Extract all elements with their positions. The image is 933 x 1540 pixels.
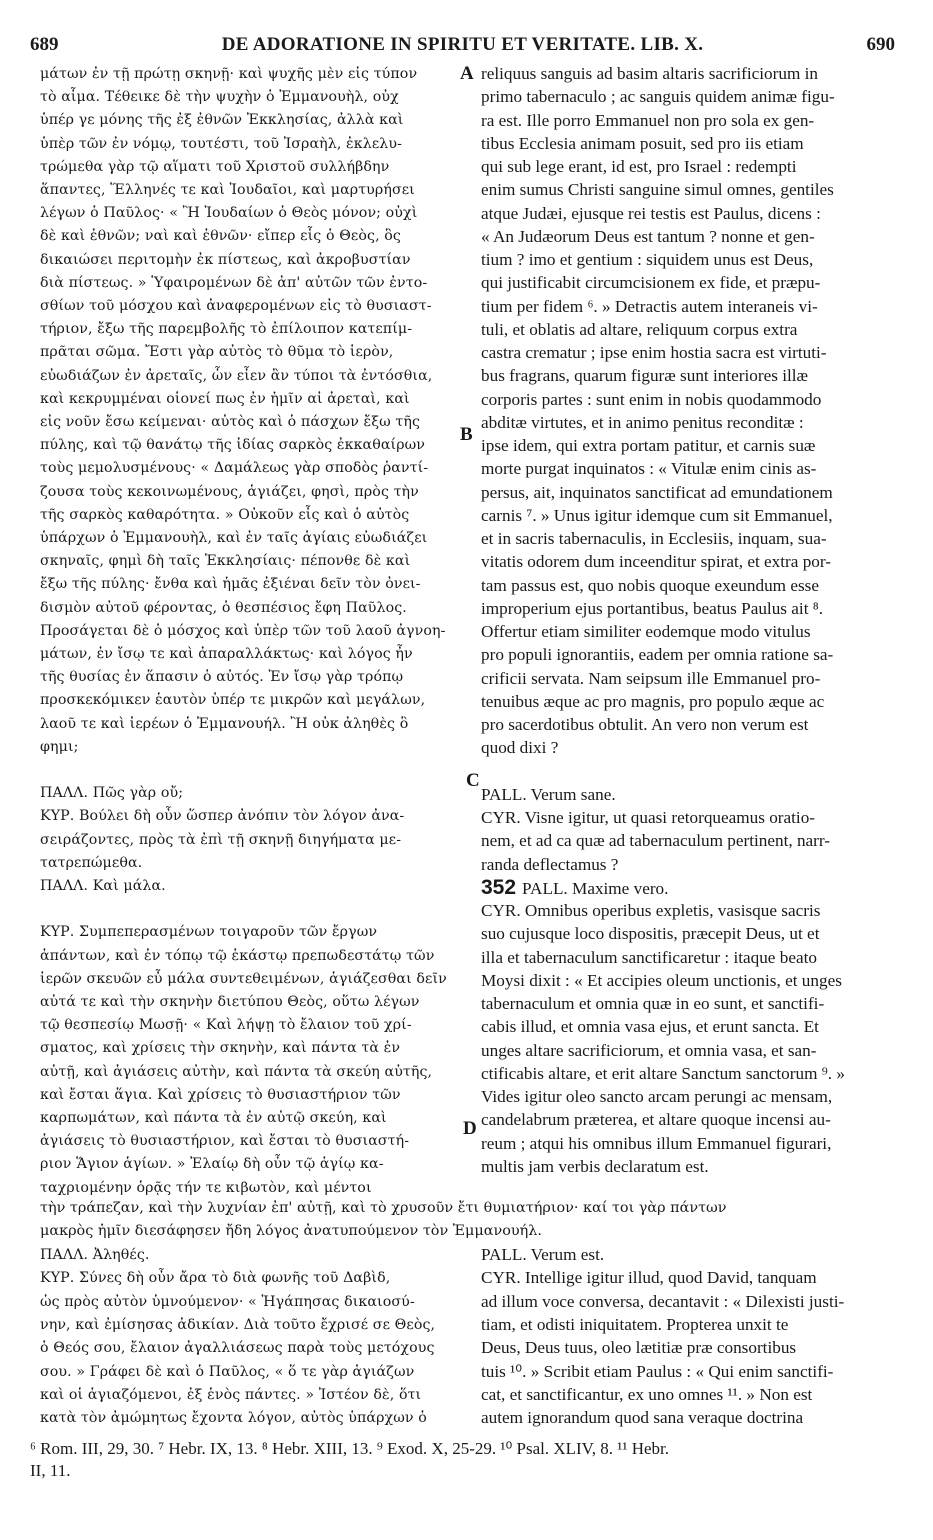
text-line — [481, 876, 668, 900]
text-line: δισμὸν αὐτοῦ φέροντας, ὁ θεσπέσιος ἔφη Παῦλος. — [40, 599, 407, 616]
text-line: tium per fidem ⁶. » Detractis autem interaneis vi- — [481, 296, 818, 316]
text-line: τήριον, ἔξω τῆς παρεμβολῆς τὸ ἐπίλοιπον κατεπίμ- — [40, 321, 413, 338]
text-line: qui sub lege erant, id est, pro Israel : redempti — [481, 157, 797, 176]
text-line: εἰς νοῦν ἔσω κείμεναι· αὐτὸς καὶ ὁ πάσχων ἔξω τῆς — [40, 414, 421, 430]
text-line: ριον Ἅγιον ἁγίων. » Ἐλαίῳ δὴ οὖν τῷ ἁγίῳ κα- — [40, 1156, 384, 1173]
text-line: καὶ κεκρυμμέναι οἱονεί πως ἐν ἡμῖν αἱ ἀρεταὶ, καὶ — [40, 390, 410, 407]
text-line: quod dixi ? — [481, 738, 559, 758]
text-line: δικαιώσει περιτομὴν ἐκ πίστεως, καὶ ἀκροβυστίαν — [40, 251, 411, 268]
text-line: et in sacris tabernaculis, in Ecclesiis, inquam, sua- — [481, 529, 827, 548]
text-line: bus fragrans, quarum figuræ sunt interiores illæ — [481, 366, 808, 386]
text-line: ΠΑΛΛ. Καὶ μάλα. — [40, 878, 166, 894]
text-line: εὐωδιάζων ἐν ἀρεταῖς, ὧν εἶεν ἂν τύποι τὰ ἐντόσθια, — [40, 367, 433, 384]
speaker-line: PALL. Maxime vero. — [522, 878, 669, 898]
text-line: atque Judæi, ejusque rei testis est Paulus, dicens : — [481, 203, 821, 223]
text-line: pro sacerdotibus obtulit. An vero non verum est — [481, 715, 809, 734]
text-line: ad illum voce conversa, decantavit : « Dilexisti justi- — [481, 1291, 845, 1311]
text-line: ἁπάντων, καὶ ἐν τόπῳ τῷ ἑκάστῳ πρεπωδεστάτῳ τῶν — [40, 947, 435, 964]
text-line: CYR. Intellige igitur illud, quod David, tanquam — [481, 1268, 817, 1288]
text-line: enim sumus Christi sanguine simul omnes, gentiles — [481, 180, 834, 200]
text-line: ταχριομένην ὁρᾷς τήν τε κιβωτὸν, καὶ μέντοι — [40, 1179, 372, 1196]
text-line: διὰ πίστεως. » Ὑφαιρομένων δὲ ἀπ' αὐτῶν τῶν ἐντο- — [40, 274, 428, 291]
text-line: castra crematur ; ipse enim hostia sacra est virtuti- — [481, 343, 827, 362]
margin-letter-d: D — [463, 1118, 477, 1139]
margin-letter-c: C — [466, 770, 480, 791]
text-line: improperium ejus portantibus, beatus Paulus ait ⁸. — [481, 598, 824, 618]
text-line: tibus Ecclesia animam posuit, sed pro iis etiam — [481, 133, 804, 153]
text-line: randa deflectamus ? — [481, 854, 619, 874]
text-line: τῆς θυσίας ἐν ἅπασιν ὁ αὐτός. Ἐν ἴσῳ γὰρ τρόπῳ — [40, 669, 404, 686]
text-line: corporis partes : sunt enim in nobis quodammodo — [481, 389, 822, 409]
text-line: Deus, Deus tuus, oleo lætitiæ præ consortibus — [481, 1338, 797, 1358]
page-number-right: 690 — [866, 34, 895, 55]
text-line: persus, ait, inquinatos sanctificat ad emundationem — [481, 482, 833, 502]
margin-letter-a: A — [460, 63, 474, 84]
text-line: Offertur etiam similiter eodemque modo vitulus — [481, 622, 811, 641]
text-line: ΚΥΡ. Σύνες δὴ οὖν ἄρα τὸ διὰ φωνῆς τοῦ Δαβὶδ, — [40, 1270, 391, 1287]
text-line: reliquus sanguis ad basim altaris sacrificiorum in — [481, 64, 818, 83]
text-line: τοὺς μεμολυσμένους· « Δαμάλεως γὰρ σποδὸς ῥαντί- — [40, 460, 429, 477]
text-line: ἅπαντες, Ἕλληνές τε καὶ Ἰουδαῖοι, καὶ μαρτυρήσει — [40, 182, 415, 198]
text-line: illa et tabernaculum sanctificaretur : itaque beato — [481, 947, 817, 967]
footnote-line: ⁶ Rom. III, 29, 30. ⁷ Hebr. IX, 13. ⁸ Hebr. XIII, 13. ⁹ Exod. X, 25-29. ¹⁰ Psal. XLIV, 8. ¹¹ Hebr. — [30, 1439, 670, 1458]
text-line: ἱερῶν σκευῶν εὖ μάλα συντεθειμένων, ἁγιάζεσθαι δεῖν — [40, 970, 447, 987]
text-line: CYR. Omnibus operibus expletis, vasisque sacris — [481, 901, 821, 920]
text-line: τῷ θεσπεσίῳ Μωσῇ· « Καὶ λήψῃ τὸ ἔλαιον τοῦ χρί- — [40, 1017, 412, 1034]
text-line: λαοῦ τε καὶ ἱερέων ὁ Ἐμμανουήλ. Ἢ οὐκ ἀληθὲς ὃ — [40, 715, 409, 732]
text-line: φημι; — [40, 738, 79, 755]
text-line: ΚΥΡ. Βούλει δὴ οὖν ὥσπερ ἀνόπιν τὸν λόγον ἀνα- — [40, 808, 405, 825]
text-line: tam passus est, quo nobis quoque exeundum esse — [481, 575, 819, 595]
text-line: πρᾶται σῶμα. Ἔστι γὰρ αὐτὸς τὸ θῦμα τὸ ἱερὸν, — [40, 344, 394, 361]
text-line: ὡς πρὸς αὐτὸν ὑμνούμενον· « Ἠγάπησας δικαιοσύ- — [40, 1293, 415, 1310]
text-line: ipse idem, qui extra portam patitur, et carnis suæ — [481, 436, 816, 455]
text-line: PALL. Verum sane. — [481, 784, 616, 804]
text-line: nem, et ad ca quæ ad tabernaculum pertinent, narr- — [481, 831, 830, 851]
footnote-line: II, 11. — [30, 1461, 71, 1480]
text-line: reum ; atqui his omnibus illum Emmanuel figurari, — [481, 1133, 832, 1153]
text-line: CYR. Visne igitur, ut quasi retorqueamus oratio- — [481, 808, 816, 827]
text-line: λέγων ὁ Παῦλος· « Ἢ Ἰουδαίων ὁ Θεὸς μόνον; οὐχὶ — [40, 205, 418, 222]
text-line: τατρεπώμεθα. — [40, 854, 143, 871]
text-line: Προσάγεται δὲ ὁ μόσχος καὶ ὑπὲρ τῶν τοῦ λαοῦ ἀγνοη- — [40, 622, 446, 639]
running-header — [30, 34, 895, 58]
text-line: tenuibus æque ac pro magnis, pro populo æque ac — [481, 691, 825, 711]
text-line: τῆς σαρκὸς καθαρότητα. » Οὐκοῦν εἷς καὶ ὁ αὐτὸς — [40, 506, 410, 523]
text-line: tiam, et odisti iniquitatem. Propterea unxit te — [481, 1314, 789, 1334]
text-line: καὶ οἱ ἁγιαζόμενοι, ἐξ ἑνὸς πάντες. » Ἰστέον δὲ, ὅτι — [40, 1386, 422, 1403]
text-line: μάτων, ἐν ἴσῳ τε καὶ ἀπαραλλάκτως· καὶ λόγος ἦν — [40, 646, 413, 662]
text-line: morte purgat inquinatos : « Vitulæ enim cinis as- — [481, 459, 817, 479]
text-line: tabernaculum et omnia quæ in eo sunt, et sanctifi- — [481, 994, 825, 1013]
text-line: autem ignorandum quod sana veraque doctrina — [481, 1408, 804, 1428]
text-line: καὶ ἔσται ἅγια. Καὶ χρίσεις τὸ θυσιαστήριον τῶν — [40, 1086, 401, 1103]
text-line: τρώμεθα γὰρ τῷ αἵματι τοῦ Χριστοῦ συλλήβδην — [40, 158, 390, 175]
text-line: προσκεκόμικεν ἑαυτὸν ὑπέρ τε μικρῶν καὶ μεγάλων, — [40, 692, 426, 709]
margin-letter-b: B — [460, 424, 473, 445]
text-line: πύλης, καὶ τῷ θανάτῳ τῆς ἰδίας σαρκὸς ἐκκαθαίρων — [40, 437, 426, 454]
text-line: abditæ virtutes, et in animo penitus reconditæ : — [481, 412, 804, 432]
text-line: σθίων τοῦ μόσχου καὶ ἀναφερομένων εἰς τὸ θυσιαστ- — [40, 298, 432, 314]
text-line: ἔξω τῆς πύλης· ἔνθα καὶ ἡμᾶς ἐξιέναι δεῖν τὸν ὀνει- — [40, 576, 421, 593]
text-line: candelabrum præterea, et altare quoque incensi au- — [481, 1110, 831, 1130]
text-line: Moysi dixit : « Et accipies oleum unctionis, et unges — [481, 970, 842, 990]
text-line: unges altare sacrificiorum, et omnia vasa, et san- — [481, 1040, 817, 1060]
text-line: ζουσα τοὺς κεκοινωμένους, ἁγιάζει, φησὶ, πρὸς τὴν — [40, 483, 419, 500]
text-line: ὑπὲρ τῶν ἐν νόμῳ, τουτέστι, τοῦ Ἰσραὴλ, ἐκλελυ- — [40, 135, 402, 152]
text-line: ἁγιάσεις τὸ θυσιαστήριον, καὶ ἔσται τὸ θυσιαστή- — [40, 1133, 410, 1150]
text-line: ὑπέρ γε μόνης τῆς ἐξ ἐθνῶν Ἐκκλησίας, ἀλλὰ καὶ — [40, 112, 404, 129]
text-line: νην, καὶ ἐμίσησας ἀδικίαν. Διὰ τοῦτο ἔχρισέ σε Θεὸς, — [40, 1316, 436, 1333]
running-title: DE ADORATIONE IN SPIRITU ET VERITATE. LIB. X. — [221, 34, 704, 55]
text-line: ὑπάρχων ὁ Ἐμμανουὴλ, καὶ ἐν ταῖς ἁγίαις εὐωδιάζει — [40, 530, 428, 546]
text-line: τὸ αἷμα. Τέθεικε δὲ τὴν ψυχὴν ὁ Ἐμμανουὴλ, οὐχ — [40, 89, 399, 106]
text-line: μάτων ἐν τῇ πρώτῃ σκηνῇ· καὶ ψυχῆς μὲν εἰς τύπον — [40, 66, 418, 82]
text-line: Vides igitur oleo sancto arcam perungi ac mensam, — [481, 1087, 833, 1106]
text-line: qui justificabit circumcisionem ex fide, et præpu- — [481, 273, 821, 293]
text-line: σειράζοντες, πρὸς τὰ ἐπὶ τῇ σκηνῇ διηγήματα με- — [40, 831, 402, 848]
text-line: pro populi ignorantiis, eadem per omnia ratione sa- — [481, 645, 834, 665]
text-line: δὲ καὶ ἐθνῶν; ναὶ καὶ ἐθνῶν· εἴπερ εἷς ὁ Θεὸς, ὃς — [40, 228, 401, 245]
text-line: suo cujusque loco dispositis, præcepit Deus, ut et — [481, 924, 820, 944]
text-line: cat, et sanctificantur, ex uno omnes ¹¹. » Non est — [481, 1384, 813, 1404]
text-line: carnis ⁷. » Unus igitur idemque cum sit Emmanuel, — [481, 505, 833, 525]
text-line: vitatis odorem dum inceenditur spirat, et extra por- — [481, 552, 831, 572]
text-line: PALL. Verum est. — [481, 1245, 605, 1264]
text-line: καρπωμάτων, καὶ πάντα τὰ ἐν αὐτῷ σκεύη, καὶ — [40, 1110, 387, 1126]
text-line: « An Judæorum Deus est tantum ? nonne et gen- — [481, 226, 815, 246]
text-line: multis jam verbis declaratum est. — [481, 1156, 709, 1176]
text-line: κατὰ τὸν ἀμώμητως ἔχοντα λόγον, αὐτὸς ὑπάρχων ὁ — [40, 1410, 427, 1427]
text-line: ctificabis altare, et erit altare Sanctum sanctorum ⁹. » — [481, 1063, 845, 1083]
text-line: cabis illud, et omnia vasa ejus, et erunt sancta. Et — [481, 1017, 819, 1037]
full-width-line: μακρὸς ἡμῖν διεσάφησεν ἤδη λόγος ἀνατυπούμενον τὸν Ἐμμανουήλ. — [40, 1223, 542, 1239]
text-line: ΠΑΛΛ. Ἀληθές. — [40, 1247, 150, 1263]
page-number-left: 689 — [30, 34, 59, 55]
text-line: αὐτῇ, καὶ ἁγιάσεις αὐτὴν, καὶ πάντα τὰ σκεύη αὐτῆς, — [40, 1063, 433, 1080]
text-line: tium ? imo et gentium : siquidem unus est Deus, — [481, 250, 814, 269]
text-line: crificii servata. Nam seipsum ille Emmanuel pro- — [481, 668, 821, 688]
text-line: tuis ¹⁰. » Scribit etiam Paulus : « Qui enim sanctifi- — [481, 1361, 834, 1381]
text-line: αὐτά τε καὶ τὴν σκηνὴν διετύπου Θεὸς, οὕτω λέγων — [40, 994, 420, 1010]
text-line: ra est. Ille porro Emmanuel non pro sola ex gen- — [481, 110, 815, 130]
text-line: ΠΑΛΛ. Πῶς γὰρ οὔ; — [40, 785, 184, 802]
text-line: tuli, et oblatis ad altare, reliquum corpus extra — [481, 319, 798, 339]
text-line: primo tabernaculo ; ac sanguis quidem animæ figu- — [481, 87, 835, 107]
text-line: σου. » Γράφει δὲ καὶ ὁ Παῦλος, « ὅ τε γὰρ ἁγιάζων — [40, 1363, 415, 1380]
full-width-line: τὴν τράπεζαν, καὶ τὴν λυχνίαν ἐπ' αὐτῇ, καὶ τὸ χρυσοῦν ἔτι θυμιατήριον· καί τοι γὰρ πάντων — [40, 1200, 727, 1216]
text-line: ὁ Θεός σου, ἔλαιον ἀγαλλιάσεως παρὰ τοὺς μετόχους — [40, 1340, 435, 1357]
text-line: ΚΥΡ. Συμπεπερασμένων τοιγαροῦν τῶν ἔργων — [40, 924, 378, 941]
page-number-marker: 352 — [481, 875, 517, 899]
text-line: σματος, καὶ χρίσεις τὴν σκηνὴν, καὶ πάντα τὰ ἐν — [40, 1040, 401, 1057]
text-line: σκηναῖς, φημὶ δὴ ταῖς Ἐκκλησίαις· πέπονθε δὲ καὶ — [40, 553, 411, 570]
